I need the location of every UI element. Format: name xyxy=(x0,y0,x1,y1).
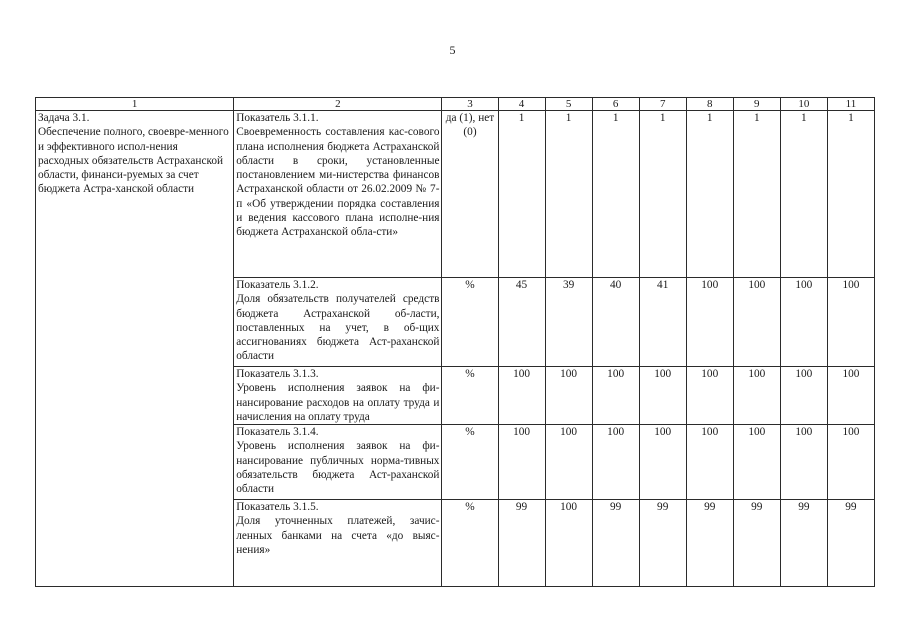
value-cell: 40 xyxy=(592,278,639,367)
indicator-text: Уровень исполнения заявок на фи-нансирование публичных норма-тивных обязательств бюджета Аст-раханской области xyxy=(236,440,440,496)
value-cell: 100 xyxy=(827,425,874,500)
value-cell: 100 xyxy=(592,367,639,425)
indicator-title: Показатель 3.1.3. xyxy=(236,368,319,380)
value-cell: 99 xyxy=(780,500,827,587)
indicator-title: Показатель 3.1.2. xyxy=(236,279,319,291)
indicator-title: Показатель 3.1.4. xyxy=(236,426,319,439)
indicator-cell xyxy=(234,278,442,367)
value-cell: 100 xyxy=(733,278,780,367)
header-col-7: 7 xyxy=(639,98,686,111)
page-number: 5 xyxy=(449,43,456,57)
value-cell: 99 xyxy=(827,500,874,587)
header-col-1: 1 xyxy=(36,98,234,111)
value-cell: 99 xyxy=(733,500,780,587)
value-cell: 100 xyxy=(498,425,545,500)
unit-cell: да (1), нет (0) xyxy=(442,111,498,278)
value-cell: 1 xyxy=(498,111,545,278)
indicator-title: Показатель 3.1.5. xyxy=(236,501,319,514)
value-cell: 1 xyxy=(592,111,639,278)
indicator-cell xyxy=(234,425,442,500)
value-cell: 1 xyxy=(827,111,874,278)
value-cell: 100 xyxy=(686,425,733,500)
header-col-5: 5 xyxy=(545,98,592,111)
header-col-3: 3 xyxy=(442,98,498,111)
unit-cell: % xyxy=(442,278,498,367)
header-col-2: 2 xyxy=(234,98,442,111)
indicator-text: Доля обязательств получателей средств бюджета Астраханской об-ласти, поставленных на учет, в об-щих ассигнованиях бюджета Аст-раханской области xyxy=(236,293,440,363)
value-cell: 100 xyxy=(780,425,827,500)
indicator-title: Показатель 3.1.1. xyxy=(236,112,319,124)
value-cell: 99 xyxy=(498,500,545,587)
indicator-cell xyxy=(234,111,442,278)
value-cell: 100 xyxy=(733,425,780,500)
value-cell: 39 xyxy=(545,278,592,367)
value-cell: 100 xyxy=(686,367,733,425)
value-cell: 41 xyxy=(639,278,686,367)
value-cell: 100 xyxy=(780,367,827,425)
value-cell: 99 xyxy=(639,500,686,587)
value-cell: 1 xyxy=(639,111,686,278)
task-title: Задача 3.1. xyxy=(38,112,90,124)
value-cell: 100 xyxy=(686,278,733,367)
indicator-cell xyxy=(234,367,442,425)
header-row xyxy=(36,98,875,111)
header-col-10: 10 xyxy=(780,98,827,111)
unit-cell: % xyxy=(442,425,498,500)
task-text: Обеспечение полного, своевре-менного и эффективного испол-нения расходных обязательств Астраханской области, финанси-руемых за счет бюджета Астра-ханской области xyxy=(38,126,229,196)
indicator-text: Своевременность составления кас-сового плана исполнения бюджета Астраханской области в сроки, установленные постановлением ми-нистерства финансов Астраханской области от 26.02.2009 № 7-п «Об утверждении порядка составления и ведения кассового плана исполне-ния бюджета Астраханской обла-сти» xyxy=(236,126,440,239)
table-row xyxy=(36,111,875,278)
header-col-8: 8 xyxy=(686,98,733,111)
indicator-text: Доля уточненных платежей, зачис-ленных банками на счета «до выяс-нения» xyxy=(236,515,440,557)
header-col-11: 11 xyxy=(827,98,874,111)
value-cell: 100 xyxy=(545,500,592,587)
indicator-text: Уровень исполнения заявок на фи-нансирование расходов на оплату труда и начисления на оплату труда xyxy=(236,382,440,423)
value-cell: 100 xyxy=(827,367,874,425)
indicators-table xyxy=(35,97,875,587)
value-cell: 100 xyxy=(545,367,592,425)
task-cell xyxy=(36,111,234,587)
value-cell: 99 xyxy=(592,500,639,587)
header-col-9: 9 xyxy=(733,98,780,111)
header-col-6: 6 xyxy=(592,98,639,111)
value-cell: 1 xyxy=(686,111,733,278)
value-cell: 100 xyxy=(827,278,874,367)
value-cell: 100 xyxy=(780,278,827,367)
value-cell: 1 xyxy=(780,111,827,278)
value-cell: 1 xyxy=(545,111,592,278)
value-cell: 100 xyxy=(592,425,639,500)
value-cell: 99 xyxy=(686,500,733,587)
header-col-4: 4 xyxy=(498,98,545,111)
unit-cell: % xyxy=(442,367,498,425)
value-cell: 100 xyxy=(733,367,780,425)
unit-cell: % xyxy=(442,500,498,587)
value-cell: 100 xyxy=(498,367,545,425)
value-cell: 100 xyxy=(639,425,686,500)
value-cell: 100 xyxy=(545,425,592,500)
value-cell: 1 xyxy=(733,111,780,278)
indicator-cell xyxy=(234,500,442,587)
value-cell: 45 xyxy=(498,278,545,367)
value-cell: 100 xyxy=(639,367,686,425)
